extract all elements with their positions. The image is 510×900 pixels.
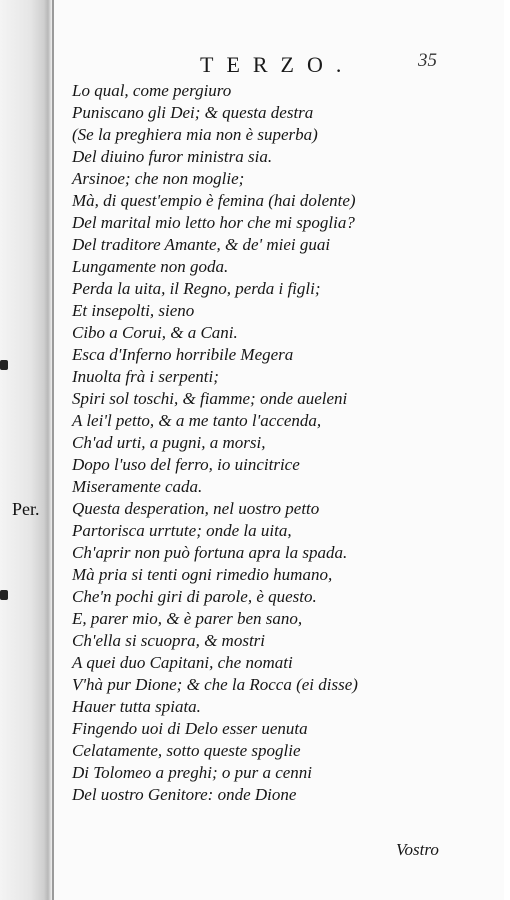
- verse-line-text: V'hà pur Dione; & che la Rocca (ei disse): [72, 675, 358, 694]
- verse-line-text: Lo qual, come pergiuro: [72, 81, 232, 100]
- running-head: TERZO.: [200, 52, 355, 77]
- verse-line-text: Inuolta frà i serpenti;: [72, 367, 219, 386]
- verse-line: [72, 542, 492, 564]
- verse-line: [72, 344, 492, 366]
- verse-line: [72, 696, 492, 718]
- verse-line-text: Puniscano gli Dei; & questa destra: [72, 103, 314, 122]
- verse-line: [72, 146, 492, 168]
- binding-stain: [0, 360, 8, 370]
- verse-line-text: Ch'ella si scuopra, & mostri: [72, 631, 266, 650]
- verse-line: [72, 718, 492, 740]
- verse-line: [72, 190, 492, 212]
- verse-line-text: Ch'aprir non può fortuna apra la spada.: [72, 543, 348, 562]
- verse-line: [72, 630, 492, 652]
- verse-line: [72, 454, 492, 476]
- verse-line: [72, 300, 492, 322]
- binding-stain: [0, 590, 8, 600]
- verse-line: [72, 476, 492, 498]
- verse-line: [72, 784, 492, 806]
- verse-line-text: Et insepolti, sieno: [72, 301, 195, 320]
- verse-line-text: Lungamente non goda.: [72, 257, 229, 276]
- verse-line-text: Miseramente cada.: [72, 477, 203, 496]
- verse-line-text: Spiri sol toschi, & fiamme; onde aueleni: [72, 389, 348, 408]
- verse-line: [72, 652, 492, 674]
- page-number: 35: [418, 50, 437, 71]
- verse-line: [72, 322, 492, 344]
- verse-line-text: E, parer mio, & è parer ben sano,: [72, 609, 303, 628]
- verse-line-text: Esca d'Inferno horribile Megera: [72, 345, 294, 364]
- verse-line-text: Dopo l'uso del ferro, io uincitrice: [72, 455, 300, 474]
- verse-line-text: Arsinoe; che non moglie;: [72, 169, 245, 188]
- verse-line-text: Partorisca urrtute; onde la uita,: [72, 521, 292, 540]
- verse-line: [72, 740, 492, 762]
- verse-line-text: Di Tolomeo a preghi; o pur a cenni: [72, 763, 313, 782]
- verse-line: [72, 410, 492, 432]
- verse-line: [72, 234, 492, 256]
- verse-line: [72, 366, 492, 388]
- verse-line-text: Fingendo uoi di Delo esser uenuta: [72, 719, 308, 738]
- binding-gutter: [0, 0, 52, 900]
- verse-line: [72, 520, 492, 542]
- verse-line-text: (Se la preghiera mia non è superba): [72, 125, 318, 144]
- verse-line: [72, 80, 492, 102]
- page-edge: [52, 0, 54, 900]
- verse-line-text: Del uostro Genitore: onde Dione: [72, 785, 297, 804]
- verse-line: [72, 256, 492, 278]
- verse-line: [72, 586, 492, 608]
- verse-line-text: A lei'l petto, & a me tanto l'accenda,: [72, 411, 322, 430]
- verse-line: [72, 608, 492, 630]
- catchword: Vostro: [396, 840, 439, 859]
- verse-line-text: Questa desperation, nel uostro petto: [72, 499, 320, 518]
- verse-line-text: Del traditore Amante, & de' miei guai: [72, 235, 331, 254]
- verse-line: [72, 762, 492, 784]
- verse-line: [12, 498, 492, 520]
- verse-line-text: Celatamente, sotto queste spoglie: [72, 741, 301, 760]
- verse-text: [12, 80, 492, 806]
- verse-line-text: Mà, di quest'empio è femina (hai dolente): [72, 191, 356, 210]
- verse-line: [72, 278, 492, 300]
- verse-line: [72, 124, 492, 146]
- verse-line-text: Hauer tutta spiata.: [72, 697, 201, 716]
- verse-line-text: Ch'ad urti, a pugni, a morsi,: [72, 433, 266, 452]
- verse-line: [72, 102, 492, 124]
- verse-line-text: Mà pria si tenti ogni rimedio humano,: [72, 565, 333, 584]
- verse-line: [72, 168, 492, 190]
- verse-line-text: Perda la uita, il Regno, perda i figli;: [72, 279, 321, 298]
- verse-line-text: A quei duo Capitani, che nomati: [72, 653, 293, 672]
- verse-line-text: Del diuino furor ministra sia.: [72, 147, 273, 166]
- speaker-label: Per.: [12, 499, 40, 519]
- verse-line: [72, 564, 492, 586]
- verse-line-text: Del marital mio letto hor che mi spoglia?: [72, 213, 355, 232]
- verse-line-text: Che'n pochi giri di parole, è questo.: [72, 587, 317, 606]
- verse-line: [72, 388, 492, 410]
- verse-line: [72, 674, 492, 696]
- verse-line: [72, 212, 492, 234]
- verse-line: [72, 432, 492, 454]
- verse-line-text: Cibo a Corui, & a Cani.: [72, 323, 238, 342]
